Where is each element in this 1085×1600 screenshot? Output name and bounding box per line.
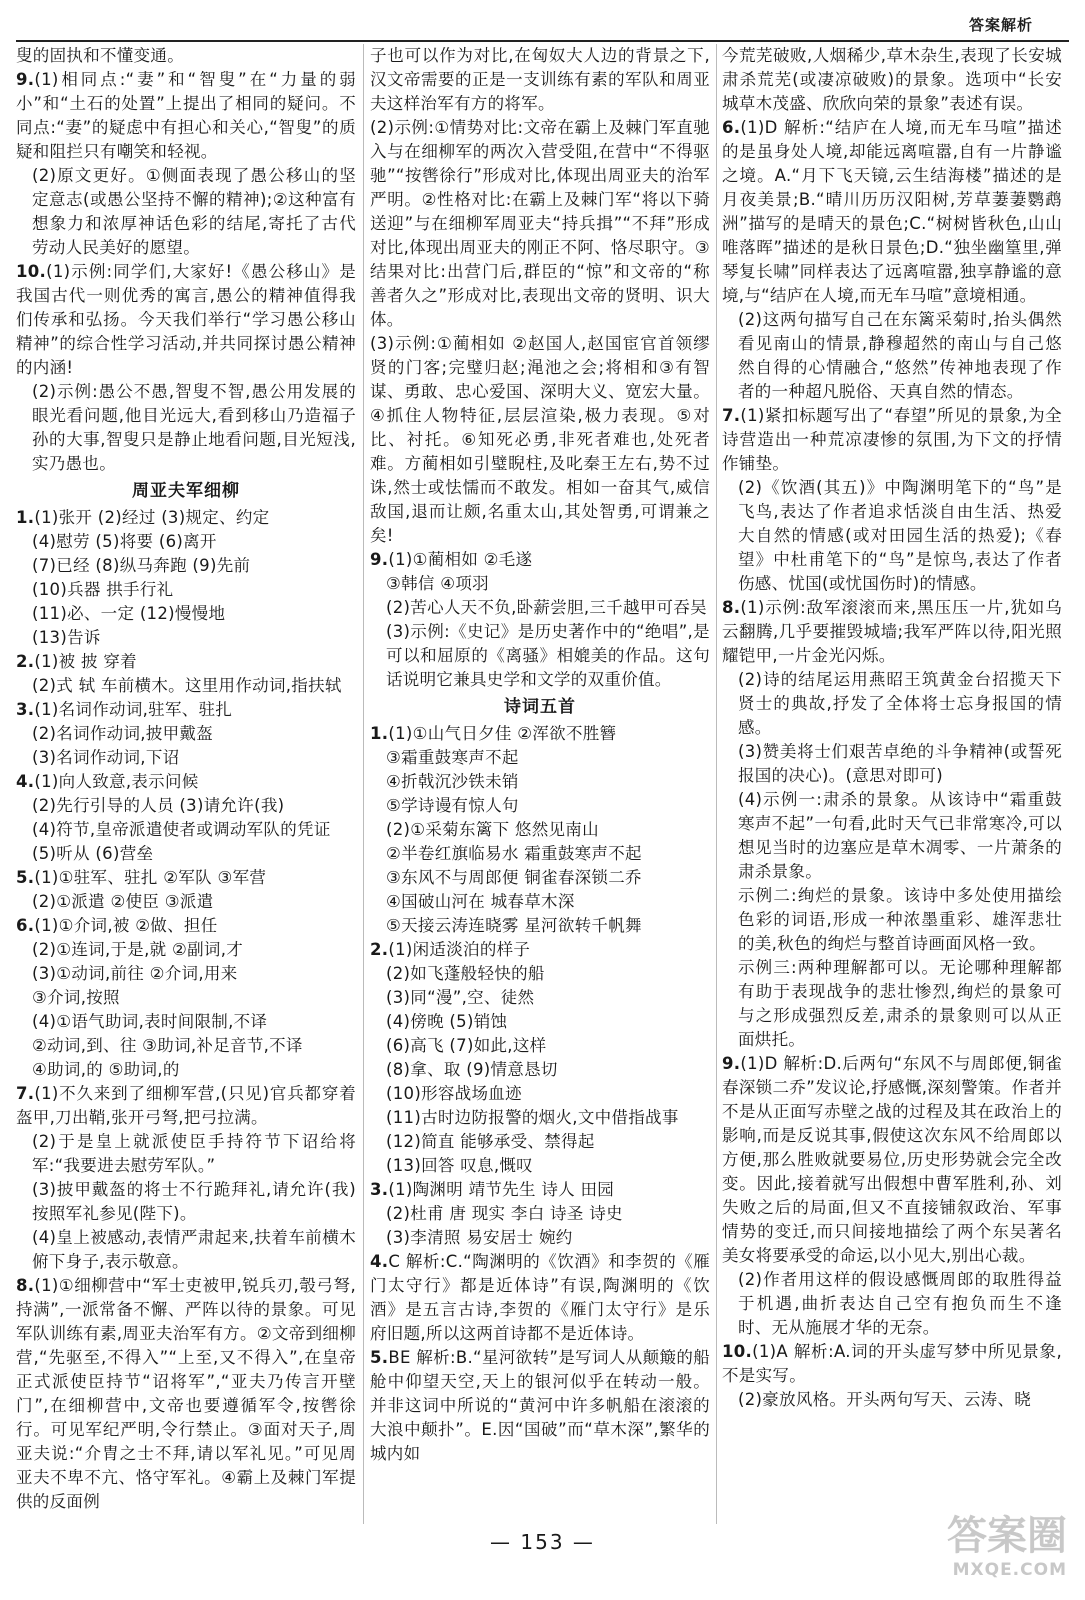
answer-item bbox=[722, 1340, 1062, 1388]
answer-text: (3)示例:①蔺相如 ②赵国人,赵国宦官首领缪贤的门客;完璧归赵;渑池之会;将相和③有智谋、勇敢、忠心爱国、深明大义、宽宏大量。④抓住人物特征,层层渲染,极力表现。⑤对比、衬托。⑥知死必勇,非死者难也,处死者难。方蔺相如引璧睨柱,及叱秦王左右,势不过诛,然士或怯懦而不敢发。相如一奋其气,威信敌国,退而让颇,名重太山,其处智勇,可谓兼之矣! bbox=[370, 334, 710, 545]
answer-item bbox=[722, 404, 1062, 476]
answer-line bbox=[722, 308, 1062, 404]
answer-item bbox=[16, 506, 356, 530]
answer-text: (1)被 披 穿着 bbox=[34, 652, 137, 671]
answer-line bbox=[722, 884, 1062, 956]
answer-line bbox=[16, 530, 356, 554]
question-number: 2. bbox=[16, 652, 35, 671]
answer-line bbox=[16, 1058, 356, 1082]
answer-text: (2)这两句描写自己在东篱采菊时,抬头偶然看见南山的情景,静穆超然的南山与自己悠然自得的心情融合,“悠然”传神地表现了作者的一种超凡脱俗、天真自然的情态。 bbox=[738, 310, 1062, 401]
answer-text: (2)杜甫 唐 现实 李白 诗圣 诗史 bbox=[386, 1204, 623, 1223]
watermark-logo bbox=[887, 1512, 1067, 1592]
answer-text: C 解析:C.“陶渊明的《饮酒》和李贺的《雁门太守行》都是近体诗”有误,陶渊明的《饮酒》是五言古诗,李贺的《雁门太守行》是乐府旧题,所以这两首诗都不是近体诗。 bbox=[370, 1252, 710, 1343]
answer-line bbox=[370, 1034, 710, 1058]
answer-item bbox=[370, 938, 710, 962]
answer-text: (2)示例:愚公不愚,智叟不智,愚公用发展的眼光看问题,他目光远大,看到移山乃造福子孙的大事,智叟只是静止地看问题,目光短浅,实乃愚也。 bbox=[32, 382, 356, 473]
answer-text: (1)①驻军、驻扎 ②军队 ③军营 bbox=[34, 868, 267, 887]
answer-text: ④助词,的 ⑤助词,的 bbox=[32, 1060, 180, 1079]
answer-text: (11)必、一定 (12)慢慢地 bbox=[32, 604, 226, 623]
answer-line bbox=[722, 44, 1062, 116]
answer-line bbox=[370, 794, 710, 818]
answer-line bbox=[370, 962, 710, 986]
question-number: 6. bbox=[16, 916, 35, 935]
answer-line bbox=[370, 572, 710, 596]
answer-text: (1)陶渊明 靖节先生 诗人 田园 bbox=[388, 1180, 615, 1199]
answer-text: (4)慰劳 (5)将要 (6)离开 bbox=[32, 532, 217, 551]
answer-text: (2)作者用这样的假设感慨周郎的取胜得益于机遇,曲折表达自己空有抱负而生不逢时、无从施展才华的无奈。 bbox=[738, 1270, 1062, 1337]
answer-line bbox=[16, 794, 356, 818]
answer-line bbox=[370, 1010, 710, 1034]
question-number: 2. bbox=[370, 940, 389, 959]
answer-text: BE 解析:B.“星河欲转”是写词人从颠簸的船舱中仰望天空,天上的银河似乎在转动一般。并非这词中所说的“黄河中许多帆船在滚滚的大浪中颠扑”。E.因“国破”而“草木深”,繁华的城内如 bbox=[370, 1348, 710, 1463]
answer-text: (3)同“漫”,空、徒然 bbox=[386, 988, 535, 1007]
answer-line bbox=[370, 1130, 710, 1154]
answer-text: (4)傍晚 (5)销蚀 bbox=[386, 1012, 508, 1031]
question-number: 10. bbox=[16, 262, 47, 281]
answer-text: (6)高飞 (7)如此,这样 bbox=[386, 1036, 547, 1055]
answer-text: (8)拿、取 (9)情意恳切 bbox=[386, 1060, 558, 1079]
answer-line bbox=[370, 1226, 710, 1250]
answer-item bbox=[370, 722, 710, 746]
answer-line bbox=[16, 44, 356, 68]
answer-line bbox=[16, 602, 356, 626]
answer-text: 叟的固执和不懂变通。 bbox=[16, 46, 184, 65]
answer-line bbox=[16, 746, 356, 770]
answer-item bbox=[370, 548, 710, 572]
answer-text: ⑤天接云涛连晓雾 星河欲转千帆舞 bbox=[386, 916, 642, 935]
answer-text: (3)示例:《史记》是历史著作中的“绝唱”,是可以和屈原的《离骚》相媲美的作品。这句话说明它兼具史学和文学的双重价值。 bbox=[386, 622, 710, 689]
answer-item bbox=[16, 1082, 356, 1130]
answer-text: ③东风不与周郎便 铜雀春深锁二乔 bbox=[386, 868, 642, 887]
answer-item bbox=[722, 116, 1062, 308]
answer-text: (4)皇上被感动,表情严肃起来,扶着车前横木俯下身子,表示敬意。 bbox=[32, 1228, 356, 1271]
answer-line bbox=[722, 740, 1062, 788]
question-number: 8. bbox=[16, 1276, 35, 1295]
answer-line bbox=[370, 890, 710, 914]
question-number: 9. bbox=[722, 1054, 741, 1073]
answer-text: (1)示例:敌军滚滚而来,黑压压一片,犹如乌云翻腾,几乎要摧毁城墙;我军严阵以待,阳光照耀铠甲,一片金光闪烁。 bbox=[722, 598, 1062, 665]
question-number: 7. bbox=[722, 406, 741, 425]
question-number: 1. bbox=[370, 724, 389, 743]
answer-text: (3)①动词,前往 ②介词,用来 bbox=[32, 964, 238, 983]
answer-line bbox=[370, 332, 710, 548]
answer-text: (2)如飞蓬般轻快的船 bbox=[386, 964, 545, 983]
answer-text: 示例二:绚烂的景象。该诗中多处使用描绘色彩的词语,形成一种浓墨重彩、雄浑悲壮的美,秋色的绚烂与整首诗画面风格一致。 bbox=[738, 886, 1062, 953]
answer-text: (2)苦心人天不负,卧薪尝胆,三千越甲可吞吴 bbox=[386, 598, 707, 617]
answer-text: (5)听从 (6)营垒 bbox=[32, 844, 154, 863]
answer-text: (1)张开 (2)经过 (3)规定、约定 bbox=[34, 508, 270, 527]
answer-text: ④国破山河在 城春草木深 bbox=[386, 892, 575, 911]
answer-text: ③介词,按照 bbox=[32, 988, 120, 1007]
answer-text: (1)①细柳营中“军士吏被甲,锐兵刃,彀弓弩,持满”,一派常备不懈、严阵以待的景象。可见军队训练有素,周亚夫治军有方。②文帝到细柳营,“先驱至,不得入”“上至,又不得入”,在皇帝正式派使臣持节“诏将军”,“亚夫乃传言开壁门”,在细柳营中,文帝也要遵循军令,按辔徐行。可见军纪严明,令行禁止。③面对天子,周亚夫说:“介胄之士不拜,请以军礼见。”可见周亚夫不卑不亢、恪守军礼。④霸上及棘门军提供的反面例 bbox=[16, 1276, 356, 1511]
answer-text: (2)①连词,于是,就 ②副词,才 bbox=[32, 940, 244, 959]
answer-text: (2)名词作动词,披甲戴盔 bbox=[32, 724, 214, 743]
section-label: 答案解析 bbox=[968, 16, 1033, 34]
answer-line bbox=[16, 986, 356, 1010]
answer-item bbox=[722, 596, 1062, 668]
answer-text: (2)诗的结尾运用燕昭王筑黄金台招揽天下贤士的典故,抒发了全体将士忘身报国的情感。 bbox=[738, 670, 1062, 737]
question-number: 8. bbox=[722, 598, 741, 617]
answer-text: 子也可以作为对比,在匈奴大人边的背景之下,汉文帝需要的正是一支训练有素的军队和周亚夫这样治军有方的将军。 bbox=[370, 46, 710, 113]
answer-line bbox=[16, 578, 356, 602]
answer-line bbox=[16, 554, 356, 578]
answer-text: ③霜重鼓寒声不起 bbox=[386, 748, 519, 767]
answer-line bbox=[722, 788, 1062, 884]
answer-text: (13)告诉 bbox=[32, 628, 101, 647]
answer-text: (1)D 解析:D.后两句“东风不与周郎便,铜雀春深锁二乔”发议论,抒感慨,深刻警策。作者并不是从正面写赤壁之战的过程及其在政治上的影响,而是反说其事,假使这次东风不给周郎以方便,那么胜败就要易位,历史形势就会完全改变。因此,接着就写出假想中曹军胜利,孙、刘失败之后的局面,但又不直接铺叙政治、军事情势的变迁,而只间接地描绘了两个东吴著名美女将要承受的命运,以小见大,别出心裁。 bbox=[722, 1054, 1062, 1265]
answer-item bbox=[722, 1052, 1062, 1268]
answer-text: (1)D 解析:“结庐在人境,而无车马喧”描述的是虽身处人境,却能远离喧嚣,自有一片静谧之境。A.“月下飞天镜,云生结海楼”描述的是月夜美景;B.“晴川历历汉阳树,芳草萋萋鹦鹉洲”描写的是晴天的景色;C.“树树皆秋色,山山唯落晖”描述的是秋日景色;D.“独坐幽篁里,弹琴复长啸”同样表达了远离喧嚣,独享静谧的意境,与“结庐在人境,而无车马喧”意境相通。 bbox=[722, 118, 1062, 305]
answer-text: (2)①派遣 ②使臣 ③派遣 bbox=[32, 892, 214, 911]
question-number: 9. bbox=[370, 550, 389, 569]
question-number: 7. bbox=[16, 1084, 35, 1103]
answer-text: (1)向人致意,表示问候 bbox=[34, 772, 199, 791]
question-number: 5. bbox=[16, 868, 35, 887]
answer-text: (2)先行引导的人员 (3)请允许(我) bbox=[32, 796, 285, 815]
answer-text: (1)示例:同学们,大家好!《愚公移山》是我国古代一则优秀的寓言,愚公的精神值得我们传承和弘扬。今天我们举行“学习愚公移山精神”的综合性学习活动,并共同探讨愚公精神的内涵! bbox=[16, 262, 356, 377]
answer-text: (1)A 解析:A.词的开头虚写梦中所见景象,不是实写。 bbox=[722, 1342, 1062, 1385]
column-divider bbox=[363, 44, 364, 1524]
answer-text: (4)示例一:肃杀的景象。从该诗中“霜重鼓寒声不起”一句看,此时天气已非常寒冷,可以想见当时的边塞应是草木凋零、一片萧条的肃杀景象。 bbox=[738, 790, 1062, 881]
answer-text: (3)赞美将士们艰苦卓绝的斗争精神(或誓死报国的决心)。(意思对即可) bbox=[738, 742, 1062, 785]
answer-text: (1)不久来到了细柳军营,(只见)官兵都穿着盔甲,刀出鞘,张开弓弩,把弓拉满。 bbox=[16, 1084, 356, 1127]
watermark-url: MXQE.COM bbox=[952, 1560, 1067, 1580]
answer-line bbox=[722, 1388, 1062, 1412]
answer-text: (2)《饮酒(其五)》中陶渊明笔下的“鸟”是飞鸟,表达了作者追求恬淡自由生活、热爱大自然的情感(或对田园生活的热爱);《春望》中杜甫笔下的“鸟”是惊鸟,表达了作者伤感、忧国(或忧国伤时)的情感。 bbox=[738, 478, 1062, 593]
answer-text: ②半卷红旗临易水 霜重鼓寒声不起 bbox=[386, 844, 642, 863]
answer-item bbox=[16, 698, 356, 722]
answer-text: (1)①山气日夕佳 ②浑欲不胜簪 bbox=[388, 724, 617, 743]
answer-line bbox=[16, 962, 356, 986]
answer-text: (10)形容战场血迹 bbox=[386, 1084, 522, 1103]
answer-line bbox=[370, 596, 710, 620]
question-number: 4. bbox=[370, 1252, 389, 1271]
section-title: 诗词五首 bbox=[504, 697, 576, 717]
answer-text: (3)披甲戴盔的将士不行跪拜礼,请允许(我)按照军礼参见(陛下)。 bbox=[32, 1180, 356, 1223]
answer-line bbox=[370, 866, 710, 890]
answer-line bbox=[722, 1268, 1062, 1340]
answer-text: (10)兵器 拱手行礼 bbox=[32, 580, 174, 599]
answer-line bbox=[370, 746, 710, 770]
answer-text: (2)原文更好。①侧面表现了愚公移山的坚定意志(或愚公坚持不懈的精神);②这种富有想象力和浓厚神话色彩的结尾,寄托了古代劳动人民美好的愿望。 bbox=[32, 166, 356, 257]
answer-text: ④折戟沉沙铁未销 bbox=[386, 772, 519, 791]
answer-line bbox=[370, 1202, 710, 1226]
answer-line bbox=[16, 1034, 356, 1058]
answer-text: ②动词,到、往 ③助词,补足音节,不译 bbox=[32, 1036, 303, 1055]
answer-text: ⑤学诗谩有惊人句 bbox=[386, 796, 519, 815]
answer-line bbox=[16, 1130, 356, 1178]
answer-line bbox=[370, 1058, 710, 1082]
answer-line bbox=[370, 1082, 710, 1106]
page-header bbox=[0, 6, 1085, 40]
answer-line bbox=[16, 938, 356, 962]
column-1 bbox=[16, 44, 356, 1514]
answer-text: (1)名词作动词,驻军、驻扎 bbox=[34, 700, 233, 719]
answer-text: (4)符节,皇帝派遣使者或调动军队的凭证 bbox=[32, 820, 331, 839]
answer-line bbox=[370, 1106, 710, 1130]
answer-item bbox=[370, 1178, 710, 1202]
answer-line bbox=[370, 986, 710, 1010]
answer-line bbox=[370, 818, 710, 842]
answer-text: 今荒芜破败,人烟稀少,草木杂生,表现了长安城肃杀荒芜(或凄凉破败)的景象。选项中“长安城草木茂盛、欣欣向荣的景象”表述有误。 bbox=[722, 46, 1062, 113]
column-2 bbox=[370, 44, 710, 1466]
answer-item bbox=[16, 650, 356, 674]
answer-item bbox=[16, 866, 356, 890]
answer-text: (3)李清照 易安居士 婉约 bbox=[386, 1228, 573, 1247]
page-number: — 153 — bbox=[490, 1530, 595, 1554]
answer-item bbox=[16, 68, 356, 164]
answer-text: (2)于是皇上就派使臣手持符节下诏给将军:“我要进去慰劳军队。” bbox=[32, 1132, 356, 1175]
answer-text: (2)①采菊东篱下 悠然见南山 bbox=[386, 820, 599, 839]
answer-line bbox=[16, 380, 356, 476]
answer-item bbox=[16, 1274, 356, 1514]
answer-line bbox=[370, 1154, 710, 1178]
answer-line bbox=[16, 674, 356, 698]
answer-line bbox=[370, 914, 710, 938]
answer-text: (4)①语气助词,表时间限制,不译 bbox=[32, 1012, 268, 1031]
column-3 bbox=[722, 44, 1062, 1412]
answer-line bbox=[370, 44, 710, 116]
answer-text: (1)闲适淡泊的样子 bbox=[388, 940, 531, 959]
answer-text: (1)相同点:“妻”和“智叟”在“力量的弱小”和“土石的处置”上提出了相同的疑问。不同点:“妻”的疑虑中有担心和关心,“智叟”的质疑和阻拦只有嘲笑和轻视。 bbox=[16, 70, 356, 161]
question-number: 9. bbox=[16, 70, 35, 89]
answer-line bbox=[722, 956, 1062, 1052]
answer-line bbox=[722, 476, 1062, 596]
answer-text: ③韩信 ④项羽 bbox=[386, 574, 489, 593]
answer-line bbox=[370, 620, 710, 692]
answer-line bbox=[16, 1010, 356, 1034]
answer-text: 示例三:两种理解都可以。无论哪种理解都有助于表现战争的悲壮惨烈,绚烂的景象可与之形成强烈反差,肃杀的景象则可以从正面烘托。 bbox=[738, 958, 1062, 1049]
answer-item bbox=[16, 770, 356, 794]
answer-text: (1)①介词,被 ②做、担任 bbox=[34, 916, 218, 935]
answer-line bbox=[16, 164, 356, 260]
answer-line bbox=[16, 1178, 356, 1226]
answer-item bbox=[370, 1250, 710, 1346]
answer-text: (1)紧扣标题写出了“春望”所见的景象,为全诗营造出一种荒凉凄惨的氛围,为下文的抒情作铺垫。 bbox=[722, 406, 1062, 473]
answer-text: (12)简直 能够承受、禁得起 bbox=[386, 1132, 595, 1151]
question-number: 3. bbox=[16, 700, 35, 719]
answer-line bbox=[16, 1226, 356, 1274]
answer-text: (11)古时边防报警的烟火,文中借指战事 bbox=[386, 1108, 679, 1127]
watermark-logo-text: 答案圈 bbox=[947, 1512, 1067, 1559]
question-number: 5. bbox=[370, 1348, 389, 1367]
answer-item bbox=[370, 1346, 710, 1466]
answer-text: (2)式 轼 车前横木。这里用作动词,指扶轼 bbox=[32, 676, 342, 695]
answer-line bbox=[16, 722, 356, 746]
answer-line bbox=[370, 116, 710, 332]
answer-line bbox=[16, 626, 356, 650]
answer-line bbox=[722, 668, 1062, 740]
answer-item bbox=[16, 260, 356, 380]
answer-line bbox=[370, 842, 710, 866]
answer-line bbox=[16, 818, 356, 842]
answer-text: (2)豪放风格。开头两句写天、云涛、晓 bbox=[738, 1390, 1032, 1409]
question-number: 6. bbox=[722, 118, 741, 137]
answer-text: (7)已经 (8)纵马奔跑 (9)先前 bbox=[32, 556, 251, 575]
question-number: 10. bbox=[722, 1342, 753, 1361]
header-rule bbox=[16, 40, 1069, 42]
question-number: 3. bbox=[370, 1180, 389, 1199]
answer-line bbox=[370, 770, 710, 794]
answer-columns bbox=[16, 44, 1066, 1524]
answer-line bbox=[16, 842, 356, 866]
answer-text: (2)示例:①情势对比:文帝在霸上及棘门军直驰入与在细柳军的两次入营受阻,在营中“不得驱驰”“按辔徐行”形成对比,体现出周亚夫的治军严明。②性格对比:在霸上及棘门军“将以下骑送迎”与在细柳军周亚夫“持兵揖”“不拜”形成对比,体现出周亚夫的刚正不阿、恪尽职守。③结果对比:出营门后,群臣的“惊”和文帝的“称善者久之”形成对比,表现出文帝的贤明、识大体。 bbox=[370, 118, 710, 329]
answer-text: (3)名词作动词,下诏 bbox=[32, 748, 180, 767]
question-number: 1. bbox=[16, 508, 35, 527]
column-divider bbox=[716, 44, 717, 1524]
answer-text: (1)①蔺相如 ②毛遂 bbox=[388, 550, 533, 569]
answer-item bbox=[16, 914, 356, 938]
question-number: 4. bbox=[16, 772, 35, 791]
answer-text: (13)回答 叹息,慨叹 bbox=[386, 1156, 533, 1175]
answer-line bbox=[16, 890, 356, 914]
section-title: 周亚夫军细柳 bbox=[132, 481, 240, 501]
